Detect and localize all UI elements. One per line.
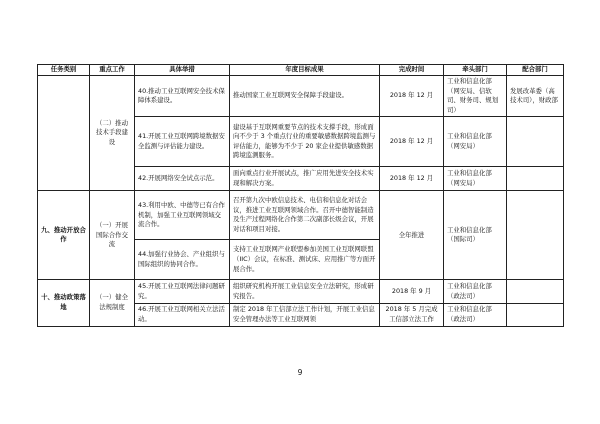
goal-cell: 召开第九次中欧信息技术、电信和信息化对话会议，推进工业互联网领域合作。召开中德智能制造及生产过程网络化合作第二次副部长级会议，开展对话和项目对接。	[230, 191, 380, 240]
table-row	[38, 76, 564, 117]
support-cell	[507, 167, 564, 191]
support-cell	[507, 280, 564, 304]
time-cell: 2018 年 12 月	[380, 167, 444, 191]
support-cell	[507, 304, 564, 326]
table-header-row	[38, 65, 564, 76]
task-table	[37, 64, 564, 327]
goal-cell: 支持工业互联网产业联盟参加美国工业互联网联盟（IIC）会议，在标准、测试床、应用推广等方面开展合作。	[230, 240, 380, 280]
header-lead-department: 牵头部门	[444, 65, 507, 76]
lead-cell: 工业和信息化部（网安局）	[444, 167, 507, 191]
header-completion-time: 完成时间	[380, 65, 444, 76]
lead-cell: 工业和信息化部（国际司）	[444, 191, 507, 280]
header-measures: 具体举措	[135, 65, 230, 76]
lead-cell: 工业和信息化部（网安局、信软司、财务司、规划司）	[444, 76, 507, 117]
time-cell: 2018 年 9 月	[380, 280, 444, 304]
support-cell: 发展改革委（高技术司），财政部	[507, 76, 564, 117]
category-cell: 十、推动政策落地	[38, 280, 90, 326]
time-cell: 2018 年 5 月完成工信部立法工作	[380, 304, 444, 326]
measure-cell: 41.开展工业互联网跨境数据安全监测与评估能力建设。	[135, 117, 230, 167]
header-task-category: 任务类别	[38, 65, 90, 76]
support-cell	[507, 117, 564, 167]
page-number: 9	[297, 368, 303, 377]
category-cell-continued	[38, 76, 90, 191]
lead-cell: 工业和信息化部（政法司）	[444, 304, 507, 326]
header-support-department: 配合部门	[507, 65, 564, 76]
table-row	[38, 280, 564, 304]
measure-cell: 40.推动工业互联网安全技术保障体系建设。	[135, 76, 230, 117]
measure-cell: 42.开展网络安全试点示范。	[135, 167, 230, 191]
focus-cell: （一）开展国际合作交流	[90, 191, 135, 280]
time-cell: 2018 年 12 月	[380, 76, 444, 117]
category-cell: 九、推动开放合作	[38, 191, 90, 280]
focus-cell: （一）健全法规制度	[90, 280, 135, 326]
goal-cell: 组织研究机构开展工业信息安全立法研究，形成研究报告。	[230, 280, 380, 304]
measure-cell: 45.开展工业互联网法律问题研究。	[135, 280, 230, 304]
lead-cell: 工业和信息化部（网安局）	[444, 117, 507, 167]
table-row	[38, 191, 564, 240]
goal-cell: 建设基于互联网重要节点的技术支撑手段，形成面向不少于 3 个重点行业的重要敏感数据跨境监测与评估能力，能够为不少于 20 家企业提供敏感数据跨境监测服务。	[230, 117, 380, 167]
focus-cell: （二）推动技术手段建设	[90, 76, 135, 191]
goal-cell: 制定 2018 年工信部立法工作计划，开展工业信息安全管理办法等工业互联网领	[230, 304, 380, 326]
measure-cell: 43.利用中欧、中德等已有合作机制，加强工业互联网领域交流合作。	[135, 191, 230, 240]
goal-cell: 面向重点行业开展试点，推广应用先进安全技术实现和解决方案。	[230, 167, 380, 191]
goal-cell: 推动国家工业互联网安全保障手段建设。	[230, 76, 380, 117]
header-annual-goal: 年度目标成果	[230, 65, 380, 76]
header-key-work: 重点工作	[90, 65, 135, 76]
measure-cell: 46.开展工业互联网相关立法活动。	[135, 304, 230, 326]
lead-cell: 工业和信息化部（政法司）	[444, 280, 507, 304]
support-cell	[507, 191, 564, 280]
time-cell: 2018 年 12 月	[380, 117, 444, 167]
time-cell: 全年推进	[380, 191, 444, 280]
measure-cell: 44.加强行业协会、产业组织与国际组织的协同合作。	[135, 240, 230, 280]
